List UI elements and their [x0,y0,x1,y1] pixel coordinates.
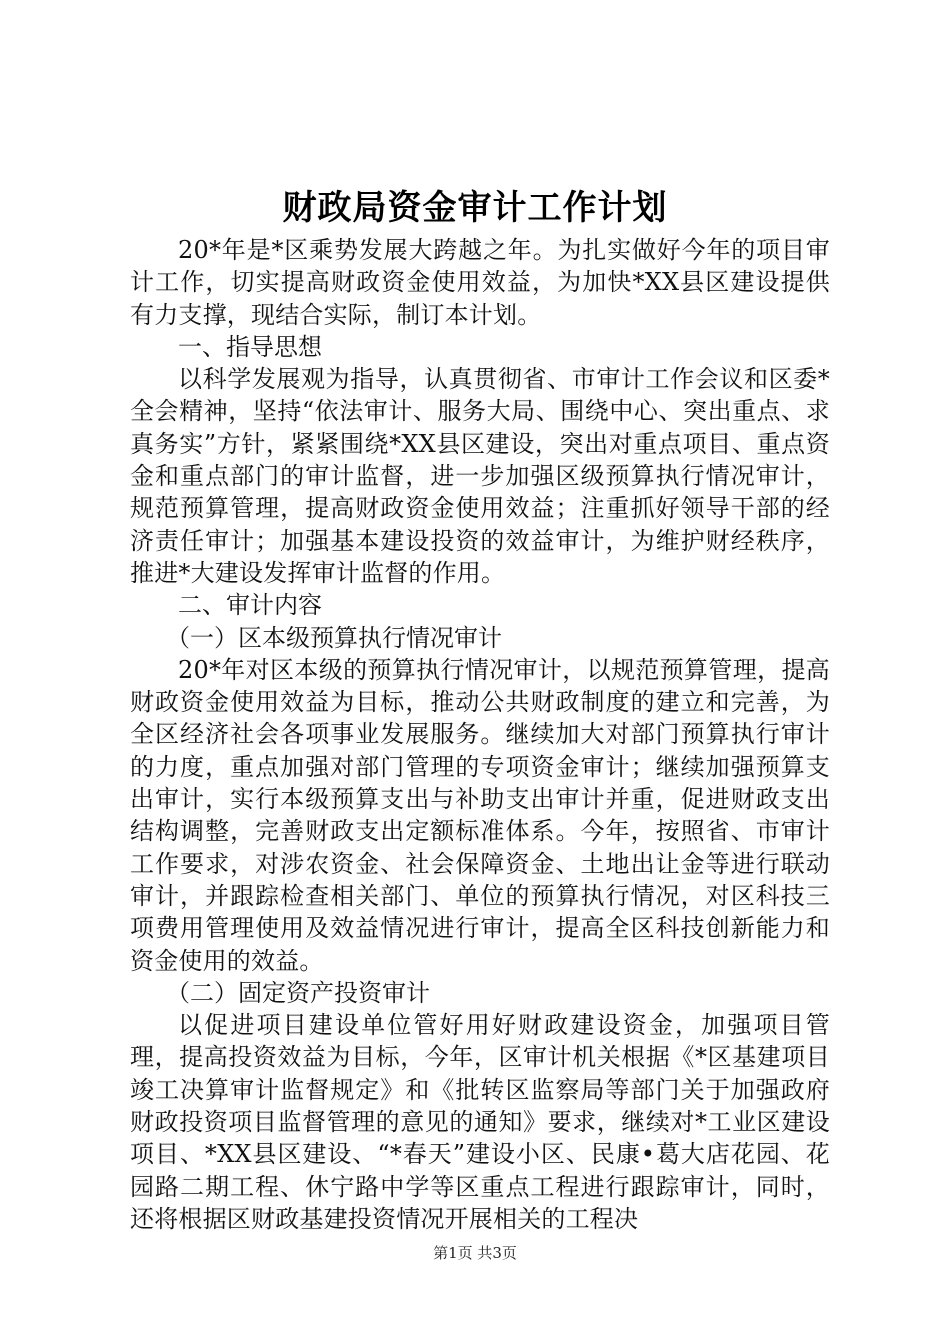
fixed-asset-paragraph: 以促进项目建设单位管好用好财政建设资金，加强项目管理，提高投资效益为目标，今年，区审计机关根据《*区基建项目竣工决算审计监督规定》和《批转区监察局等部门关于加强政府财政投资项目监督管理的意见的通知》要求，继续对*工业区建设项目、*XX县区建设、“*春天”建设小区、民康•葛大店花园、花园路二期工程、休宁路中学等区重点工程进行跟踪审计，同时，还将根据区财政基建投资情况开展相关的工程决 [130,1011,830,1233]
section-heading-guiding-ideology: 一、指导思想 [178,332,322,361]
subsection-heading-fixed-asset: （二）固定资产投资审计 [166,978,430,1007]
document-body [130,234,830,1235]
guiding-ideology-paragraph: 以科学发展观为指导，认真贯彻省、市审计工作会议和区委*全会精神，坚持“依法审计、服务大局、围绕中心、突出重点、求真务实”方针，紧紧围绕*XX县区建设，突出对重点项目、重点资金和重点部门的审计监督，进一步加强区级预算执行情况审计，规范预算管理，提高财政资金使用效益；注重抓好领导干部的经济责任审计；加强基本建设投资的效益审计，为维护财经秩序，推进*大建设发挥审计监督的作用。 [130,365,830,587]
intro-paragraph: 20*年是*区乘势发展大跨越之年。为扎实做好今年的项目审计工作，切实提高财政资金使用效益，为加快*XX县区建设提供有力支撑，现结合实际，制订本计划。 [130,236,830,329]
budget-execution-paragraph: 20*年对区本级的预算执行情况审计，以规范预算管理，提高财政资金使用效益为目标，推动公共财政制度的建立和完善，为全区经济社会各项事业发展服务。继续加大对部门预算执行审计的力度，重点加强对部门管理的专项资金审计；继续加强预算支出审计，实行本级预算支出与补助支出审计并重，促进财政支出结构调整，完善财政支出定额标准体系。今年，按照省、市审计工作要求，对涉农资金、社会保障资金、土地出让金等进行联动审计，并跟踪检查相关部门、单位的预算执行情况，对区科技三项费用管理使用及效益情况进行审计，提高全区科技创新能力和资金使用的效益。 [130,655,830,975]
section-heading-audit-content: 二、审计内容 [178,591,322,620]
page-footer: 第1页 共3页 [433,1244,517,1262]
subsection-heading-budget-execution: （一）区本级预算执行情况审计 [166,623,502,652]
document-title: 财政局资金审计工作计划 [282,188,668,228]
